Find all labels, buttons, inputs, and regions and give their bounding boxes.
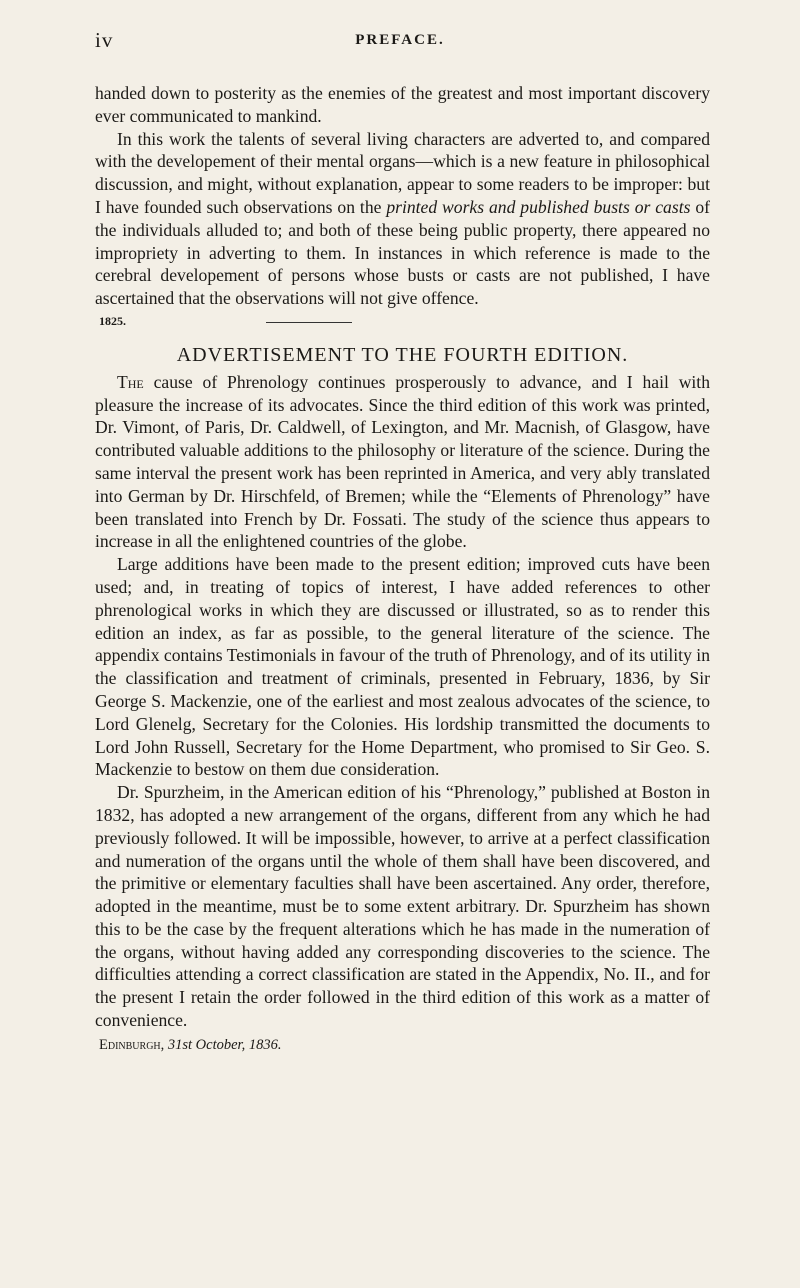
section-rule — [266, 322, 352, 323]
page-number: iv — [95, 28, 114, 52]
preface-date-row — [95, 311, 710, 331]
preface-paragraph-2-text-cont: of the individuals alluded to; and both of these being public property, there appeared no impropriety in adverting to them. In instances in which reference is made to the cerebral developement of persons whose busts or casts are not published, I have ascertained that the observations will not give offence. — [95, 196, 710, 309]
running-head: PREFACE. — [355, 32, 445, 48]
advertisement-heading: ADVERTISEMENT TO THE FOURTH EDITION. — [176, 343, 629, 366]
signature-place: Edinburgh, — [99, 1036, 165, 1053]
advertisement-paragraph-1 — [95, 371, 710, 553]
preface-paragraph-2-italic: printed works and published busts or casts — [386, 196, 691, 217]
preface-paragraph-2 — [95, 128, 710, 310]
page-body — [95, 82, 710, 1057]
preface-year: 1825. — [99, 313, 126, 328]
signature-line — [99, 1034, 710, 1057]
advertisement-paragraph-3: Dr. Spurzheim, in the American edition of his “Phrenology,” published at Boston in 1832, has adopted a new arrangement of the organs, different from any which he had previously followed. It will be impossible, however, to arrive at a perfect classification and numeration of the organs until the whole of them shall have been discovered, and the primitive or elementary faculties shall have been ascertained. Any order, therefore, adopted in the meantime, must be to some extent arbitrary. Dr. Spurzheim has shown this to be the case by the frequent alterations which he has made in the numeration of the organs, without having added any corresponding discoveries to the science. The difficulties attending a correct classification are stated in the Appendix, No. II., and for the present I retain the order followed in the third edition of this work as a matter of convenience. — [95, 782, 710, 1031]
advertisement-paragraph-2: Large additions have been made to the present edition; improved cuts have been used; and, in treating of topics of interest, I have added references to other phrenological works in which they are discussed or illustrated, so as to render this edition an index, as far as possible, to the general literature of the science. The appendix contains Testimonials in favour of the truth of Phrenology, and of its utility in the classification and treatment of criminals, presented in February, 1836, by Sir George S. Mackenzie, one of the earliest and most zealous advocates of the science, to Lord Glenelg, Secretary for the Colonies. His lordship transmitted the documents to Lord John Russell, Secretary for the Home Department, who promised to Sir Geo. S. Mackenzie to bestow on them due consideration. — [95, 554, 710, 780]
preface-paragraph-1: handed down to posterity as the enemies of the greatest and most important discovery ever communicated to mankind. — [95, 83, 710, 126]
advertisement-paragraph-1-text: cause of Phrenology continues prosperously to advance, and I hail with pleasure the increase of its advocates. Since the third edition of this work was printed, Dr. Vimont, of Paris, Dr. Caldwell, of Lexington, and Mr. Macnish, of Glasgow, have contributed valuable additions to the philosophy or literature of the science. During the same interval the present work has been reprinted in America, and very ably translated into German by Dr. Hirschfeld, of Bremen; while the “Elements of Phrenology” have been translated into French by Dr. Fossati. The study of the science thus appears to increase in all the enlightened countries of the globe. — [95, 371, 710, 552]
page-header — [95, 28, 705, 58]
signature-date: 31st October, 1836. — [167, 1036, 282, 1053]
advertisement-lead-word: The — [117, 371, 144, 392]
preface-paragraph-2-text: In this work the talents of several living characters are adverted to, and compared with the developement of their mental organs—which is a new feature in philosophical discussion, and might, without explanation, appear to some readers to be improper: but I have founded such observations on the — [95, 128, 710, 217]
